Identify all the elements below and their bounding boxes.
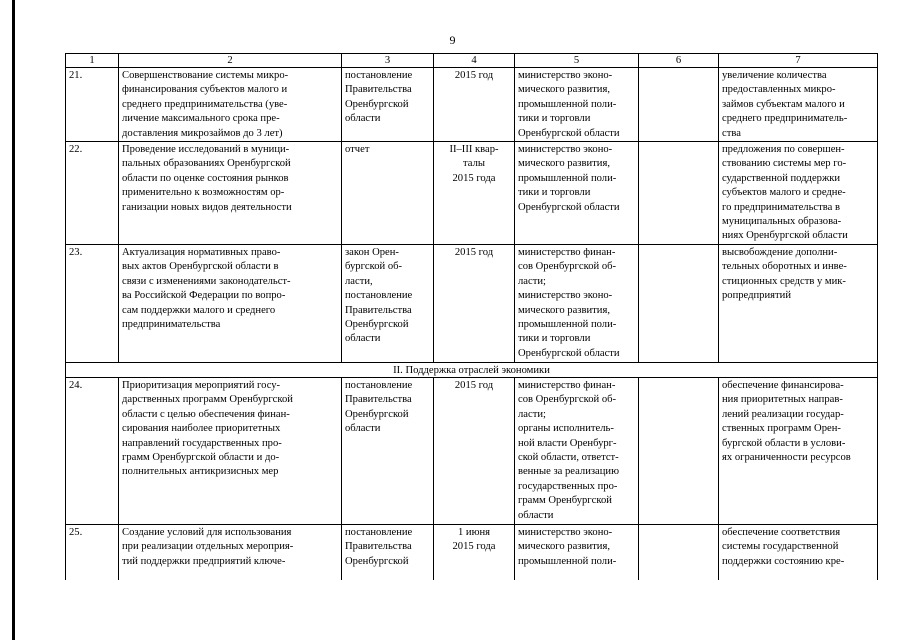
result-cell: предложения по совершен- ствованию системы мер го- сударственной поддержки субъектов малого и средне- го предпринимательства в муниципальных образова- ниях Оренбургской области [719,142,878,245]
section-heading-row [66,363,878,378]
document-cell: закон Орен- бургской об- ласти, постановление Правительства Оренбургской области [342,245,434,363]
column-header-7: 7 [719,54,878,68]
column-header-3: 3 [342,54,434,68]
funding-cell [639,525,719,580]
document-cell: постановление Правительства Оренбургской области [342,68,434,142]
term-cell: 2015 год [434,378,515,525]
table-row [66,68,878,142]
executor-cell: министерство эконо- мического развития, промышленной поли- [515,525,639,580]
document-cell: отчет [342,142,434,245]
activity-cell: Проведение исследований в муници- пальных образованиях Оренбургской области по оценке состояния рынков применительно к возможностям ор- ганизации новых видов деятельности [119,142,342,245]
funding-cell [639,378,719,525]
row-number: 24. [66,378,119,525]
funding-cell [639,245,719,363]
executor-cell: министерство финан- сов Оренбургской об- ласти; министерство эконо- мического развития, промышленной поли- тики и торговли Оренбургской области [515,245,639,363]
document-cell: постановление Правительства Оренбургской области [342,378,434,525]
executor-cell: министерство эконо- мического развития, промышленной поли- тики и торговли Оренбургской области [515,142,639,245]
table-row [66,142,878,245]
activity-cell: Совершенствование системы микро- финансирования субъектов малого и среднего предпринимательства (уве- личение максимального срока пре- доставления микрозаймов до 3 лет) [119,68,342,142]
page-number: 9 [449,33,456,47]
activity-cell: Актуализация нормативных право- вых актов Оренбургской области в связи с изменениями законодательст- ва Российской Федерации по вопро- сам поддержки малого и среднего предпринимательства [119,245,342,363]
term-cell: 2015 год [434,245,515,363]
row-number: 23. [66,245,119,363]
funding-cell [639,142,719,245]
column-header-5: 5 [515,54,639,68]
term-cell: 2015 год [434,68,515,142]
result-cell: высвобождение дополни- тельных оборотных и инве- стиционных средств у мик- ропредприятий [719,245,878,363]
row-number: 22. [66,142,119,245]
column-header-2: 2 [119,54,342,68]
plan-table [65,53,878,580]
table-row [66,245,878,363]
column-header-4: 4 [434,54,515,68]
result-cell: обеспечение финансирова- ния приоритетных направ- лений реализации государ- ственных программ Орен- бургской области в услови- ях ограниченности ресурсов [719,378,878,525]
executor-cell: министерство финан- сов Оренбургской об- ласти; органы исполнитель- ной власти Оренбург- ской области, ответст- венные за реализацию государственных про- грамм Оренбургской области [515,378,639,525]
executor-cell: министерство эконо- мического развития, промышленной поли- тики и торговли Оренбургской области [515,68,639,142]
section-heading: II. Поддержка отраслей экономики [66,363,878,378]
table-row [66,378,878,525]
activity-cell: Приоритизация мероприятий госу- дарственных программ Оренбургской области с целью обеспечения финан- сирования наиболее приоритетных направлений государственных про- грамм Оренбургской области и до- полнительных антикризисных мер [119,378,342,525]
document-cell: постановление Правительства Оренбургской [342,525,434,580]
result-cell: обеспечение соответствия системы государственной поддержки состоянию кре- [719,525,878,580]
term-cell: II–III квар- талы 2015 года [434,142,515,245]
term-cell: 1 июня 2015 года [434,525,515,580]
row-number: 21. [66,68,119,142]
table-row [66,525,878,580]
row-number: 25. [66,525,119,580]
funding-cell [639,68,719,142]
column-header-1: 1 [66,54,119,68]
result-cell: увеличение количества предоставленных микро- займов субъектам малого и среднего предприниматель- ства [719,68,878,142]
column-header-6: 6 [639,54,719,68]
activity-cell: Создание условий для использования при реализации отдельных мероприя- тий поддержки предприятий ключе- [119,525,342,580]
header-row [66,54,878,68]
